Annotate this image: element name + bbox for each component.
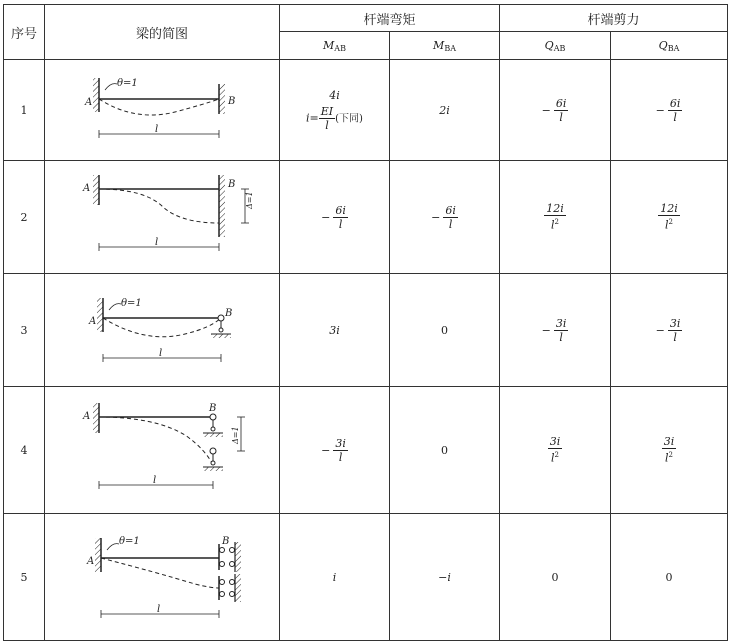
theta-label: θ=1 [121,298,142,309]
row-number: 1 [4,60,45,161]
end-a-label: A [85,97,93,108]
delta-label: Δ=1 [231,426,240,444]
header-diagram: 梁的简图 [45,5,280,60]
end-a-label: A [87,556,95,567]
cell-q-ba: $\frac{3i}{l^2}$ [611,387,728,514]
cell-q-ab: 0 [500,514,611,641]
cell-q-ab: − $\frac{3i}{l}$ [500,274,611,387]
cell-m-ab: 3i [280,274,390,387]
header-m-ba: $M_{BA}$ [390,32,500,60]
table-row [4,274,728,387]
cell-m-ab: 4i i= $\frac{EI}{l}$ (下同) [280,60,390,161]
row-number: 3 [4,274,45,387]
cell-q-ba: 0 [611,514,728,641]
table-row [4,161,728,274]
row-number: 2 [4,161,45,274]
end-a-label: A [89,316,97,327]
beam-fixed-sliding-rotation-icon [45,514,279,636]
cell-m-ba: 0 [390,274,500,387]
end-b-label: B [225,308,233,319]
end-b-label: B [228,96,236,107]
end-a-label: A [83,411,91,422]
table-row [4,60,728,161]
end-b-label: B [209,403,217,414]
end-a-label: A [83,183,91,194]
beam-fixed-pinned-rotation-icon [45,274,279,382]
cell-m-ab: − $\frac{3i}{l}$ [280,387,390,514]
row-number: 5 [4,514,45,641]
header-q-ab: $Q_{AB}$ [500,32,611,60]
cell-q-ba: $\frac{12i}{l^2}$ [611,161,728,274]
cell-q-ab: $\frac{3i}{l^2}$ [500,387,611,514]
beam-fixed-fixed-translation-icon [45,161,279,269]
beam-diagram-3 [45,274,280,387]
length-label: l [159,348,163,359]
header-q-ba: $Q_{BA}$ [611,32,728,60]
length-label: l [155,124,159,135]
beam-fixed-pinned-translation-icon [45,387,279,509]
theta-label: θ=1 [119,536,140,547]
delta-label: Δ=1 [245,191,254,209]
cell-q-ab: − $\frac{6i}{l}$ [500,60,611,161]
table-row [4,387,728,514]
cell-m-ab: i [280,514,390,641]
header-shear: 杆端剪力 [500,5,728,32]
cell-q-ba: − $\frac{3i}{l}$ [611,274,728,387]
cell-m-ab: − $\frac{6i}{l}$ [280,161,390,274]
cell-m-ba: 0 [390,387,500,514]
beam-diagram-4 [45,387,280,514]
row-number: 4 [4,387,45,514]
length-label: l [155,237,159,248]
beam-diagram-2 [45,161,280,274]
beam-diagram-5 [45,514,280,641]
end-b-label: B [228,179,236,190]
cell-q-ba: − $\frac{6i}{l}$ [611,60,728,161]
theta-label: θ=1 [117,78,138,89]
length-label: l [157,604,161,615]
beam-diagram-1 [45,60,280,161]
header-no: 序号 [4,5,45,60]
cell-m-ba: −i [390,514,500,641]
end-b-label: B [222,536,230,547]
header-m-ab: $M_{AB}$ [280,32,390,60]
header-moment: 杆端弯矩 [280,5,500,32]
cell-m-ba: − $\frac{6i}{l}$ [390,161,500,274]
cell-m-ba: 2i [390,60,500,161]
length-label: l [153,475,157,486]
beam-stiffness-table [3,4,728,641]
table-row [4,514,728,641]
beam-fixed-fixed-rotation-icon [45,60,279,156]
cell-q-ab: $\frac{12i}{l^2}$ [500,161,611,274]
